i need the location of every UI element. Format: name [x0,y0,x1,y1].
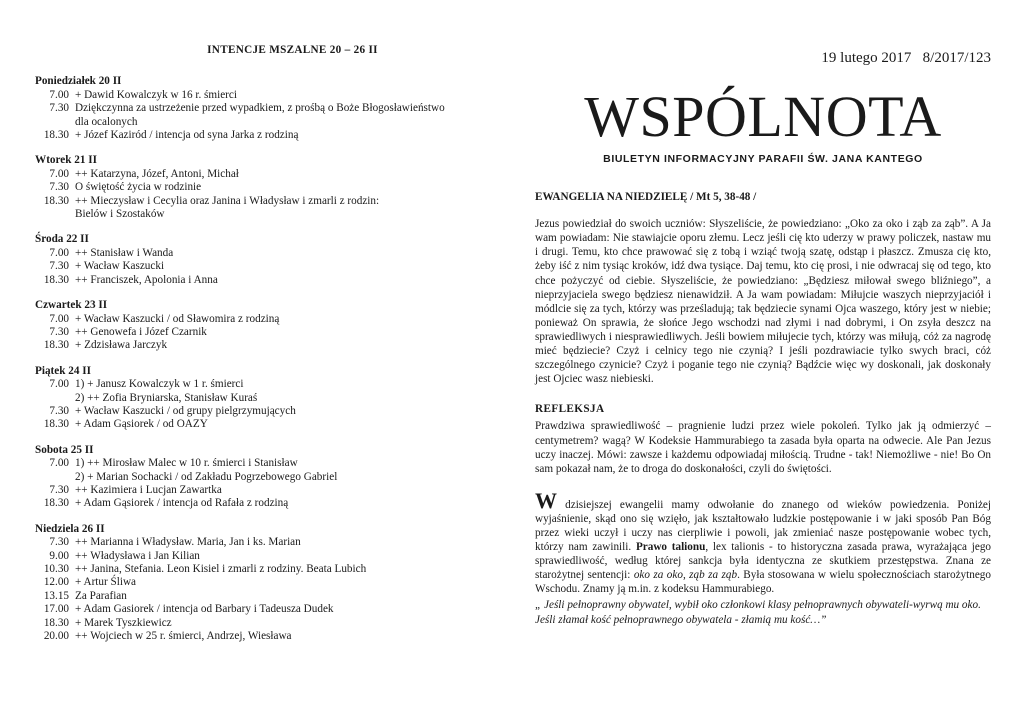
intention-text: O świętość życia w rodzinie [75,181,202,194]
intention-text: ++ Kazimiera i Lucjan Zawartka [75,483,222,496]
mass-time: 7.30 [49,404,69,417]
intention-lines [75,247,495,260]
mass-time: 7.30 [49,325,69,338]
day-name: Czwartek 23 II [35,299,108,312]
intention-text: 1) ++ Mirosław Malec w 10 r. śmierci i Stanisław [75,457,298,470]
schedule-day [35,154,495,221]
intention-entry [35,576,495,589]
mass-time: 7.30 [49,260,69,273]
mass-time: 18.30 [43,339,69,352]
mass-time: 20.00 [43,630,69,643]
intention-lines [75,378,495,405]
intention-lines [75,484,495,497]
intention-text: ++ Franciszek, Apolonia i Anna [75,273,218,286]
intention-lines [75,339,495,352]
intention-lines [75,129,495,142]
intention-entry [35,313,495,326]
reflection-title: REFLEKSJA [535,403,605,416]
intention-lines [75,195,495,222]
mass-time: 7.30 [49,483,69,496]
schedule-day [35,365,495,432]
intention-lines [75,617,495,630]
intention-entry [35,418,495,431]
intention-entry [35,497,495,510]
mass-time: 9.00 [49,549,69,562]
mass-time: 18.30 [43,616,69,629]
mass-time: 7.30 [49,181,69,194]
intention-text: ++ Mieczysław i Cecylia oraz Janina i Władysław i zmarli z rodzin: [75,194,380,207]
intention-text: + Zdzisława Jarczyk [75,339,168,352]
intention-entry [35,260,495,273]
mass-time: 18.30 [43,129,69,142]
article-text [535,487,992,597]
intention-lines [75,590,495,603]
intention-text: + Józef Kaziród / intencja od syna Jarka z rodziną [75,129,299,142]
schedule-day [35,299,495,353]
article-quote: „ Jeśli pełnoprawny obywatel, wybił oko członkowi klasy pełnoprawnych obywateli-wyrwą mu oko. Jeśli złamał kość pełnoprawnego obywatela - złamią mu kość…” [535,599,981,626]
gospel-title: EWANGELIA NA NIEDZIELĘ / Mt 5, 38-48 / [535,191,757,204]
mass-time: 18.30 [43,194,69,207]
day-name: Wtorek 21 II [35,154,97,167]
intention-entry [35,590,495,603]
intention-text: + Wacław Kaszucki / od Sławomira z rodziną [75,312,280,325]
intention-lines [75,313,495,326]
mass-time: 18.30 [43,418,69,431]
intention-lines [75,274,495,287]
schedule-days [35,75,495,643]
intention-lines [75,260,495,273]
masthead-subtitle: BIULETYN INFORMACYJNY PARAFII ŚW. JANA KANTEGO [603,153,923,165]
mass-time: 17.00 [43,603,69,616]
mass-time: 18.30 [43,273,69,286]
intention-entry [35,563,495,576]
schedule-day [35,233,495,287]
mass-time: 7.00 [49,457,69,470]
day-name: Sobota 25 II [35,443,94,456]
article-bold-term: Prawo talionu [635,541,706,554]
article-part-3: . Była stosowana w wielu społecznościach starożytnego Wschodu. Znamy ją m.in. z kodeksu Hammurabiego. [535,569,991,596]
intention-lines [75,576,495,589]
intention-text: Za Parafian [75,589,127,602]
intention-lines [75,89,495,102]
intention-text: ++ Marianna i Władysław. Maria, Jan i ks. Marian [75,536,301,549]
intention-entry [35,102,495,129]
intention-entry [35,326,495,339]
mass-time: 13.15 [43,589,69,602]
schedule-day [35,523,495,644]
intention-lines [75,326,495,339]
intention-text: 1) + Janusz Kowalczyk w 1 r. śmierci [75,378,244,391]
intention-lines [75,550,495,563]
intention-lines [75,418,495,431]
day-name: Poniedziałek 20 II [35,75,122,88]
intention-entry [35,168,495,181]
mass-time: 7.00 [49,312,69,325]
intention-lines [75,630,495,643]
intention-entry [35,181,495,194]
intention-entry [35,247,495,260]
intention-lines [75,168,495,181]
intention-entry [35,195,495,222]
intention-lines [75,405,495,418]
intention-entry [35,617,495,630]
intention-text: ++ Janina, Stefania. Leon Kisiel i zmarli z rodziny. Beata Lubich [75,563,367,575]
intention-text: ++ Genowefa i Józef Czarnik [75,325,207,338]
masthead: WSPÓLNOTA [584,84,942,149]
intention-text: 2) + Marian Sochacki / od Zakładu Pogrzebowego Gabriel [75,470,338,483]
mass-time: 7.30 [49,102,69,115]
mass-time: 7.00 [49,246,69,259]
article-part-2: , lex talionis - to historyczna zasada prawa, wyrażająca jego sprawiedliwość, według której sankcja była identyczna ze skutkiem przestępstwa. Znana ze starożytnej sentencji: [535,541,992,582]
intention-lines [75,563,495,576]
issue-dateline [535,48,991,68]
intention-lines [75,181,495,194]
intention-text: Bielów i Szostaków [75,208,165,221]
mass-time: 7.30 [49,536,69,549]
intention-text: + Marek Tyszkiewicz [75,616,172,629]
day-name: Niedziela 26 II [35,522,105,535]
intention-entry [35,378,495,405]
schedule-day [35,75,495,142]
bulletin-column [535,44,991,627]
intention-entry [35,405,495,418]
intention-entry [35,129,495,142]
mass-time: 18.30 [43,497,69,510]
intention-text: ++ Wojciech w 25 r. śmierci, Andrzej, Wiesława [75,630,292,643]
intention-entry [35,89,495,102]
intention-text: ++ Władysława i Jan Kilian [75,549,200,562]
intention-entry [35,630,495,643]
intention-entry [35,603,495,616]
intention-text: + Wacław Kaszucki / od grupy pielgrzymujących [75,404,296,417]
intention-text: + Wacław Kaszucki [75,260,165,273]
schedule-day [35,444,495,511]
intention-text: 2) ++ Zofia Bryniarska, Stanisław Kuraś [75,391,258,404]
article-italic-quote: oko za oko, ząb za ząb [633,569,738,582]
intention-entry [35,536,495,549]
intention-text: + Dawid Kowalczyk w 16 r. śmierci [75,88,237,101]
gospel-text: Jezus powiedział do swoich uczniów: Słyszeliście, że powiedziano: „Oko za oko i ząb za ząb”. A Ja wam powiadam: Nie stawiajcie oporu złemu. Lecz jeśli cię kto uderzy w prawy policzek, nastaw mu i drugi. Temu, kto chce prawować się z tobą i wziąć twoją szatę, odstąp i płaszcz. Zmusza cię kto, żeby iść z nim tysiąc kroków, idź dwa tysiące. Daj temu, kto cię prosi, i nie odwracaj się od tego, kto chce pożyczyć od ciebie. Słyszeliście, że powiedziano: „Będziesz miłował swego bliźniego”, a nieprzyjaciela swego będziesz nienawidził. A Ja wam powiadam: Miłujcie waszych nieprzyjaciół i módlcie się za tych, którzy was prześladują; tak będziecie synami Ojca waszego, który jest w niebie; ponieważ On sprawia, że słońce Jego wschodzi nad złymi i nad dobrymi, i On zsyła deszcz na sprawiedliwych i niesprawiedliwych. Jeśli bowiem miłujecie tych, którzy was miłują, cóż za nagrodę mieć będziecie? Czyż i celnicy tego nie czynią? I jeśli pozdrawiacie tylko swych braci, cóż szczególnego czynicie? Czyż i poganie tego nie czynią? Bądźcie więc wy doskonali, jak doskonały jest Ojciec wasz niebieski. [535,218,991,386]
intention-lines [75,102,495,129]
intention-lines [75,603,495,616]
mass-time: 12.00 [43,576,69,589]
intention-entry [35,274,495,287]
intention-lines [75,536,495,549]
intention-text: + Artur Śliwa [75,576,137,589]
mass-time: 10.30 [43,563,69,575]
intention-text: ++ Katarzyna, Józef, Antoni, Michał [75,167,239,180]
mass-time: 7.00 [49,167,69,180]
issue-date: 19 lutego 2017 [821,50,912,66]
intention-entry [35,457,495,484]
article-dropcap: W [535,487,557,513]
intention-text: + Adam Gąsiorek / od OAZY [75,418,208,431]
day-name: Piątek 24 II [35,364,91,377]
mass-time: 7.00 [49,378,69,391]
intention-text: Dziękczynna za ustrzeżenie przed wypadkiem, z prośbą o Boże Błogosławieństwo [75,102,445,115]
intention-text: + Adam Gąsiorek / intencja od Rafała z rodziną [75,497,289,510]
mass-time: 7.00 [49,88,69,101]
intention-text: dla ocalonych [75,115,138,128]
intention-lines [75,457,495,484]
intention-text: ++ Stanisław i Wanda [75,246,174,259]
intention-entry [35,339,495,352]
reflection-text: Prawdziwa sprawiedliwość – pragnienie ludzi przez wiele pokoleń. Tylko jak ją odmierzyć – centymetrem? wagą? W Kodeksie Hammurabiego ta zasada była oparta na odwecie. Ale Pan Jezus uczy inaczej. Mówi: zawsze i każdemu odpowiadaj miłością. Trudne - tak! Niemożliwe - nie! Bo On sam pokazał nam, że to droga do doskonałości, czyli do świętości. [535,420,991,475]
intention-entry [35,484,495,497]
issue-number: 8/2017/123 [922,50,991,66]
article-part-1: dzisiejszej ewangelii mamy odwołanie do znanego od wieków powiedzenia. Poniżej wyjaśnienie, skąd ono się wzięło, jak kształtowało ludzkie postępowanie i w jaki sposób Pan Bóg przez wieki uczył i uczy nas cierpliwie i powoli, jak zmieniać nasze postępowanie wobec tych, którzy nam zawinili. [535,498,991,554]
schedule-title: INTENCJE MSZALNE 20 – 26 II [207,44,378,56]
intention-text: + Adam Gasiorek / intencja od Barbary i Tadeusza Dudek [75,603,334,616]
mass-intentions-column [35,44,495,655]
day-name: Środa 22 II [35,233,89,246]
intention-entry [35,550,495,563]
intention-lines [75,497,495,510]
